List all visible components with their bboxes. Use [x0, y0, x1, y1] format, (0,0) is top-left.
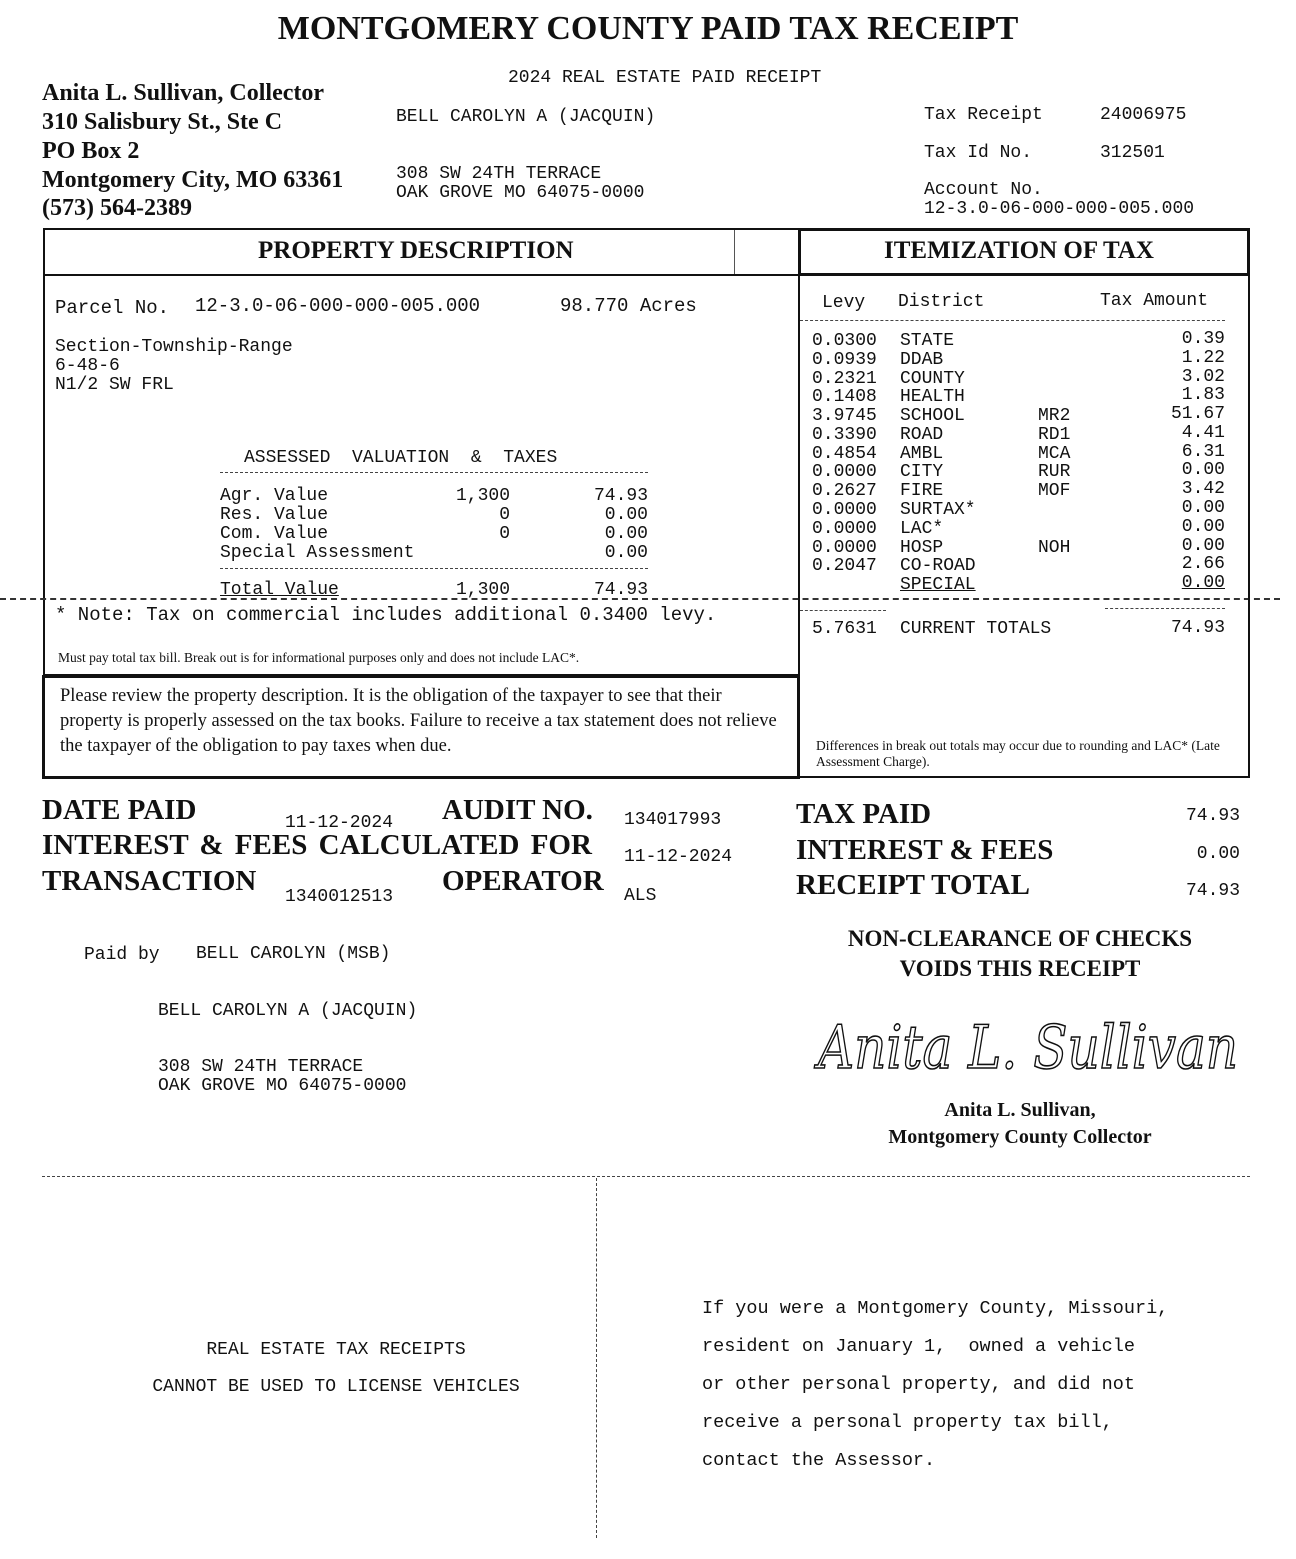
- levy-value: 0.2627: [812, 481, 877, 501]
- levy-value: 0.0000: [812, 462, 877, 482]
- total-levy: 5.7631: [812, 619, 877, 639]
- assessed-label: Res. Value: [220, 505, 329, 525]
- itemization-total-rule-left: [800, 610, 886, 611]
- must-pay-note: Must pay total tax bill. Break out is for informational purposes only and does not include LAC*.: [58, 650, 580, 665]
- review-notice: Please review the property description. It is the obligation of the taxpayer to see that their property is properly assessed on the tax books. Failure to receive a tax statement does not relieve the taxpayer of the obligation to pay taxes when due.: [60, 686, 777, 756]
- str-label: Section-Township-Range: [55, 337, 293, 357]
- tax-paid-label: TAX PAID: [796, 798, 932, 830]
- district-code: MR2: [1038, 406, 1071, 426]
- assessed-header-rule: [220, 472, 648, 473]
- collector-city: Montgomery City, MO 63361: [42, 167, 344, 193]
- tax-amount: 51.67: [1170, 404, 1225, 424]
- assessed-value: 0: [499, 505, 510, 525]
- levy-row: [812, 500, 877, 520]
- audit-label: AUDIT NO.: [442, 794, 593, 826]
- levy-row: [812, 369, 877, 389]
- district-name: SPECIAL: [900, 575, 976, 595]
- levy-value: 0.2047: [812, 556, 877, 576]
- levy-value: 0.1408: [812, 387, 877, 407]
- assessed-tax: 74.93: [593, 486, 648, 506]
- receipt-total-label: RECEIPT TOTAL: [796, 869, 1030, 901]
- assessed-value: 1,300: [455, 486, 510, 506]
- district-name: ROAD: [900, 425, 944, 445]
- district-name: COUNTY: [900, 369, 965, 389]
- levy-value: 0.0000: [812, 538, 877, 558]
- district-name: HOSP: [900, 538, 944, 558]
- notice-line: If you were a Montgomery County, Missouri,: [702, 1298, 1169, 1319]
- str-value: 6-48-6: [55, 356, 120, 376]
- commercial-note: * Note: Tax on commercial includes additional 0.3400 levy.: [55, 604, 717, 626]
- tax-amount: 0.00: [1181, 498, 1225, 518]
- levy-value: 0.4854: [812, 444, 877, 464]
- itemization-header-rule: [800, 320, 1225, 321]
- clearance-line-2: VOIDS THIS RECEIPT: [899, 956, 1141, 981]
- date-paid-value: 11-12-2024: [285, 813, 394, 833]
- owner-name: BELL CAROLYN A (JACQUIN): [396, 107, 656, 127]
- interest-calc-value: 11-12-2024: [624, 847, 733, 867]
- audit-value: 134017993: [624, 810, 722, 830]
- tax-amount: 6.31: [1181, 442, 1225, 462]
- district-name: HEALTH: [900, 387, 965, 407]
- col-district: District: [898, 292, 985, 312]
- levy-row: [812, 387, 877, 407]
- assessed-tax: 0.00: [604, 505, 648, 525]
- receipt-subtitle: 2024 REAL ESTATE PAID RECEIPT: [508, 68, 822, 88]
- operator-label: OPERATOR: [442, 865, 604, 897]
- parcel-value: 12-3.0-06-000-000-005.000: [195, 295, 481, 317]
- owner-street: 308 SW 24TH TERRACE: [396, 164, 602, 184]
- account-value: 12-3.0-06-000-000-005.000: [924, 199, 1195, 219]
- district-code: MOF: [1038, 481, 1071, 501]
- transaction-value: 1340012513: [285, 887, 394, 907]
- owner-city: OAK GROVE MO 64075-0000: [396, 183, 645, 203]
- tax-id-value: 312501: [1100, 143, 1165, 163]
- district-code: MCA: [1038, 444, 1071, 464]
- tear-line: [42, 1176, 1250, 1177]
- notice-line: resident on January 1, owned a vehicle: [702, 1336, 1135, 1357]
- assessed-header: ASSESSED VALUATION & TAXES: [244, 448, 558, 468]
- levy-row: [812, 444, 877, 464]
- district-code: RD1: [1038, 425, 1071, 445]
- signer-name: Anita L. Sullivan,: [944, 1099, 1096, 1121]
- levy-row: [812, 350, 877, 370]
- levy-value: 0.2321: [812, 369, 877, 389]
- levy-row: [812, 481, 877, 501]
- notice-line: contact the Assessor.: [702, 1450, 936, 1471]
- payer-name: BELL CAROLYN A (JACQUIN): [158, 1001, 418, 1021]
- tax-amount: 0.00: [1181, 460, 1225, 480]
- tax-receipt-label: Tax Receipt: [924, 105, 1043, 125]
- levy-value: 0.0939: [812, 350, 877, 370]
- levy-row: [812, 406, 877, 426]
- assessed-row: [220, 486, 328, 506]
- tax-amount: 3.02: [1181, 367, 1225, 387]
- header-divider: [734, 230, 735, 274]
- assessed-label: Agr. Value: [220, 486, 329, 506]
- current-totals-label: CURRENT TOTALS: [900, 619, 1052, 639]
- payer-street: 308 SW 24TH TERRACE: [158, 1057, 364, 1077]
- district-name: SCHOOL: [900, 406, 965, 426]
- levy-value: 0.0000: [812, 500, 877, 520]
- itemization-heading: ITEMIZATION OF TAX: [884, 237, 1154, 264]
- levy-row: [812, 331, 877, 351]
- district-name: STATE: [900, 331, 955, 351]
- levy-row: [812, 462, 877, 482]
- parcel-label: Parcel No.: [55, 297, 170, 319]
- district-name: FIRE: [900, 481, 944, 501]
- collector-signature: [800, 1000, 1250, 1095]
- levy-value: 0.0000: [812, 519, 877, 539]
- levy-value: 0.0300: [812, 331, 877, 351]
- levy-row: [812, 556, 877, 576]
- receipt-title: MONTGOMERY COUNTY PAID TAX RECEIPT: [277, 10, 1019, 47]
- tax-amount: 0.00: [1181, 517, 1225, 537]
- interest-fees-value: 0.00: [1196, 844, 1240, 864]
- assessed-row: [220, 524, 328, 544]
- district-name: CO-ROAD: [900, 556, 976, 576]
- assessed-tax: 0.00: [604, 543, 648, 563]
- collector-phone: (573) 564-2389: [42, 195, 192, 221]
- assessed-total-rule: [220, 568, 648, 569]
- total-tax: 74.93: [593, 580, 648, 600]
- district-name: AMBL: [900, 444, 944, 464]
- operator-value: ALS: [624, 886, 657, 906]
- tax-receipt-value: 24006975: [1100, 105, 1187, 125]
- tax-id-label: Tax Id No.: [924, 143, 1033, 163]
- tax-amount: 4.41: [1181, 423, 1225, 443]
- district-code: RUR: [1038, 462, 1071, 482]
- itemization-total-rule-right: [1105, 608, 1225, 609]
- col-levy: Levy: [822, 293, 866, 313]
- assessed-value: 0: [499, 524, 510, 544]
- transaction-label: TRANSACTION: [42, 865, 257, 897]
- tax-amount: 0.00: [1181, 573, 1225, 593]
- account-label: Account No.: [924, 180, 1043, 200]
- paid-by-label: Paid by: [84, 945, 160, 965]
- parcel-acres: 98.770 Acres: [560, 295, 697, 317]
- current-totals-amount: 74.93: [1170, 618, 1225, 638]
- legal-description: N1/2 SW FRL: [55, 375, 174, 395]
- interest-calc-label: INTEREST & FEES CALCULATED FOR: [42, 829, 592, 861]
- interest-fees-label: INTEREST & FEES: [796, 834, 1054, 866]
- col-amount: Tax Amount: [1100, 291, 1209, 311]
- district-name: DDAB: [900, 350, 944, 370]
- levy-value: 0.3390: [812, 425, 877, 445]
- assessed-label: Special Assessment: [220, 543, 415, 563]
- property-description-heading: PROPERTY DESCRIPTION: [258, 237, 574, 264]
- assessed-tax: 0.00: [604, 524, 648, 544]
- clearance-line-1: NON-CLEARANCE OF CHECKS: [847, 926, 1193, 951]
- tax-paid-value: 74.93: [1185, 806, 1240, 826]
- levy-value: 3.9745: [812, 406, 877, 426]
- district-code: NOH: [1038, 538, 1071, 558]
- date-paid-label: DATE PAID: [42, 794, 197, 826]
- assessed-row: [220, 505, 328, 525]
- footer-left-line-1: REAL ESTATE TAX RECEIPTS: [206, 1340, 466, 1360]
- collector-po-box: PO Box 2: [42, 138, 140, 164]
- payer-city: OAK GROVE MO 64075-0000: [158, 1076, 407, 1096]
- tax-amount: 0.00: [1181, 536, 1225, 556]
- levy-row: [812, 425, 877, 445]
- collector-street: 310 Salisbury St., Ste C: [42, 109, 283, 135]
- total-value-label: Total Value: [220, 580, 339, 600]
- district-name: SURTAX*: [900, 500, 976, 520]
- receipt-total-value: 74.93: [1185, 881, 1240, 901]
- levy-row: [812, 519, 877, 539]
- collector-name: Anita L. Sullivan, Collector: [42, 80, 325, 106]
- total-value: 1,300: [455, 580, 510, 600]
- tax-amount: 3.42: [1181, 479, 1225, 499]
- notice-line: receive a personal property tax bill,: [702, 1412, 1113, 1433]
- signature-text: Anita L. Sullivan: [813, 1013, 1238, 1083]
- levy-row: [812, 538, 877, 558]
- paid-by-value: BELL CAROLYN (MSB): [196, 944, 391, 964]
- footer-left-line-2: CANNOT BE USED TO LICENSE VEHICLES: [152, 1377, 520, 1397]
- tax-amount: 1.83: [1181, 385, 1225, 405]
- district-name: CITY: [900, 462, 944, 482]
- assessed-label: Com. Value: [220, 524, 329, 544]
- tax-amount: 1.22: [1181, 348, 1225, 368]
- rounding-note: Differences in break out totals may occur due to rounding and LAC* (Late Assessment Charge).: [816, 738, 1220, 769]
- notice-line: or other personal property, and did not: [702, 1374, 1135, 1395]
- signer-title: Montgomery County Collector: [888, 1126, 1152, 1148]
- district-name: LAC*: [900, 519, 944, 539]
- assessed-row: [220, 543, 414, 563]
- tax-amount: 2.66: [1181, 554, 1225, 574]
- tax-amount: 0.39: [1181, 329, 1225, 349]
